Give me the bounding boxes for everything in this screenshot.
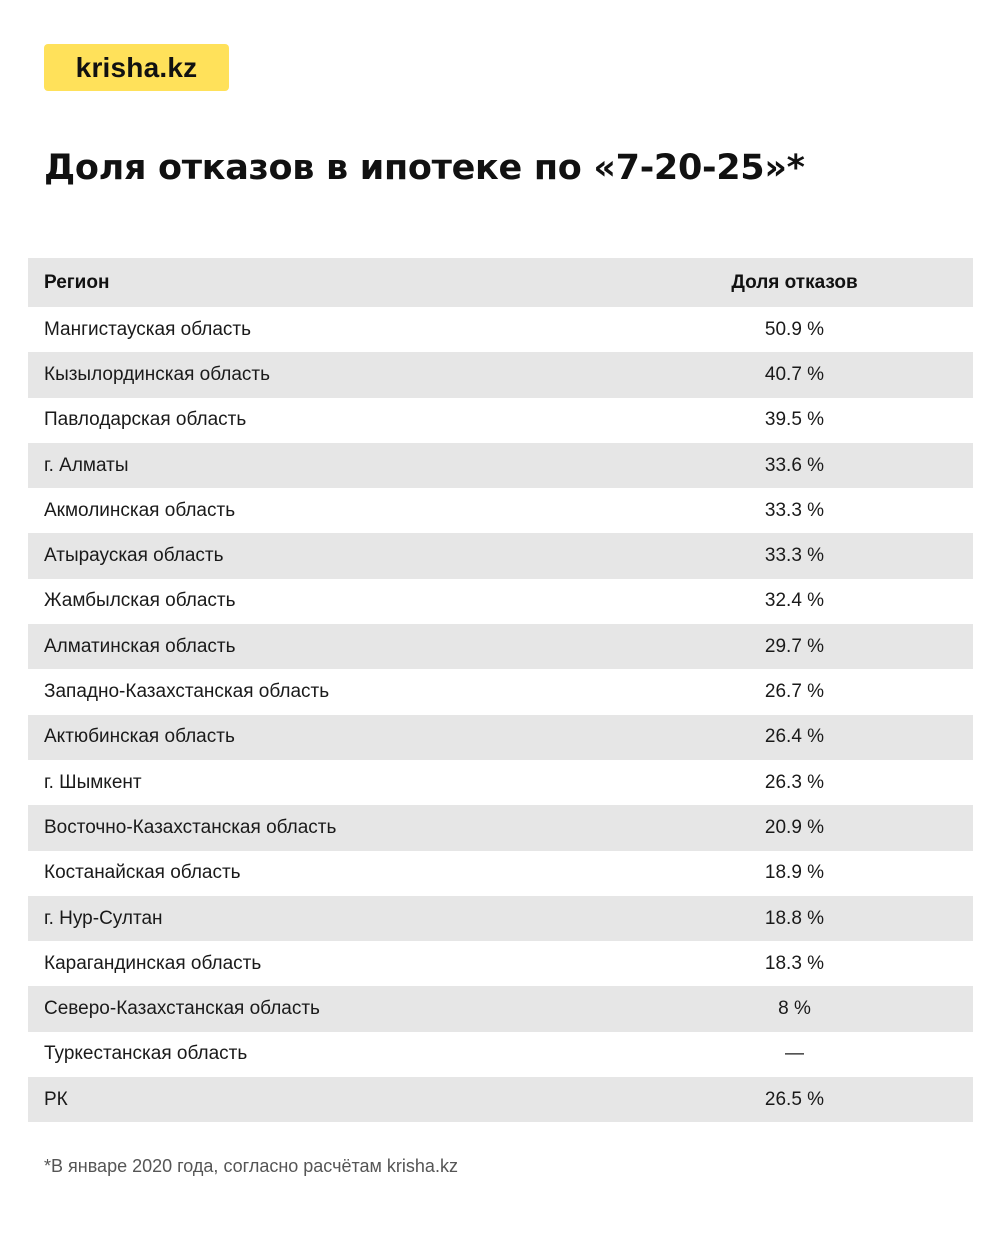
table-row bbox=[28, 488, 973, 533]
region-cell: Алматинская область bbox=[44, 635, 236, 657]
region-cell: Мангистауская область bbox=[44, 318, 251, 340]
table-row bbox=[28, 624, 973, 669]
footnote: *В январе 2020 года, согласно расчётам krisha.kz bbox=[44, 1156, 458, 1176]
table-row bbox=[28, 1077, 973, 1122]
region-cell: Северо-Казахстанская область bbox=[44, 998, 320, 1020]
page-title: Доля отказов в ипотеке по «7-20-25»* bbox=[44, 148, 805, 188]
table-row bbox=[28, 986, 973, 1031]
table-body bbox=[28, 307, 973, 1122]
region-cell: Карагандинская область bbox=[44, 952, 262, 974]
region-cell: Павлодарская область bbox=[44, 409, 247, 431]
refusal-share-cell: 26.5 % bbox=[764, 1088, 825, 1110]
refusal-share-cell: 18.3 % bbox=[764, 952, 825, 974]
region-cell: г. Нур-Султан bbox=[44, 907, 163, 929]
table-row bbox=[28, 851, 973, 896]
region-cell: г. Шымкент bbox=[44, 771, 142, 793]
region-cell: РК bbox=[44, 1088, 68, 1110]
table-row bbox=[28, 1032, 973, 1077]
table-row bbox=[28, 579, 973, 624]
refusal-share-cell: 26.4 % bbox=[764, 726, 825, 748]
refusal-share-table bbox=[28, 258, 973, 1122]
region-cell: г. Алматы bbox=[44, 454, 129, 476]
table-row bbox=[28, 352, 973, 397]
table-row bbox=[28, 533, 973, 578]
table-row bbox=[28, 805, 973, 850]
column-header-region: Регион bbox=[44, 271, 110, 293]
table-row bbox=[28, 896, 973, 941]
region-cell: Кызылординская область bbox=[44, 363, 270, 385]
refusal-share-cell: 40.7 % bbox=[764, 363, 825, 385]
refusal-share-cell: 20.9 % bbox=[764, 816, 825, 838]
refusal-share-cell: 8 % bbox=[778, 998, 811, 1020]
region-cell: Туркестанская область bbox=[44, 1043, 248, 1065]
region-cell: Восточно-Казахстанская область bbox=[44, 816, 337, 838]
refusal-share-cell: 33.3 % bbox=[764, 545, 825, 567]
refusal-share-cell: 18.9 % bbox=[764, 862, 825, 884]
brand-logo: krisha.kz bbox=[44, 44, 229, 91]
refusal-share-cell: 26.7 % bbox=[764, 681, 825, 703]
refusal-share-cell: 39.5 % bbox=[764, 409, 825, 431]
table-row bbox=[28, 398, 973, 443]
refusal-share-cell: 50.9 % bbox=[764, 318, 825, 340]
table-header-row bbox=[28, 258, 973, 307]
region-cell: Атырауская область bbox=[44, 545, 224, 567]
table-row bbox=[28, 443, 973, 488]
table-row bbox=[28, 715, 973, 760]
refusal-share-cell: — bbox=[785, 1043, 804, 1065]
table-row bbox=[28, 669, 973, 714]
region-cell: Жамбылская область bbox=[44, 590, 236, 612]
refusal-share-cell: 18.8 % bbox=[764, 907, 825, 929]
column-header-share: Доля отказов bbox=[731, 271, 858, 293]
region-cell: Акмолинская область bbox=[44, 499, 236, 521]
refusal-share-cell: 29.7 % bbox=[764, 635, 825, 657]
table-row bbox=[28, 941, 973, 986]
table-row bbox=[28, 307, 973, 352]
region-cell: Актюбинская область bbox=[44, 726, 235, 748]
refusal-share-cell: 26.3 % bbox=[764, 771, 825, 793]
region-cell: Костанайская область bbox=[44, 862, 241, 884]
table-row bbox=[28, 760, 973, 805]
refusal-share-cell: 33.6 % bbox=[764, 454, 825, 476]
refusal-share-cell: 32.4 % bbox=[764, 590, 825, 612]
region-cell: Западно-Казахстанская область bbox=[44, 681, 330, 703]
refusal-share-cell: 33.3 % bbox=[764, 499, 825, 521]
